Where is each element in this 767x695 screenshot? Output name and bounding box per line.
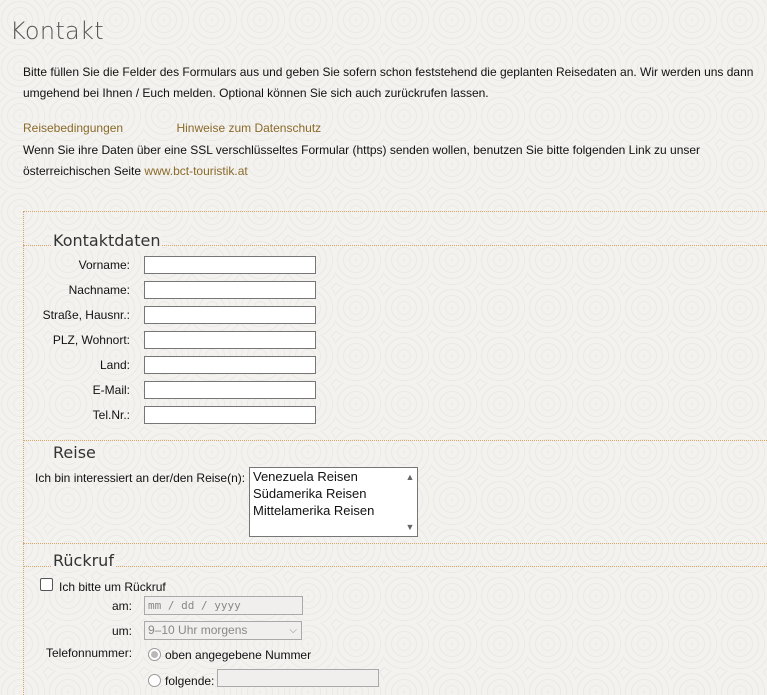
- travel-option[interactable]: Venezuela Reisen: [253, 469, 358, 484]
- form-top-border: [23, 211, 767, 212]
- radio-following-number[interactable]: [148, 674, 161, 687]
- street-label: Straße, Hausnr.:: [42, 308, 130, 322]
- radio-given-label: oben angegebene Nummer: [165, 648, 312, 662]
- nachname-label: Nachname:: [68, 283, 130, 297]
- tel-input[interactable]: [144, 406, 316, 424]
- time-label: um:: [112, 624, 133, 638]
- ssl-link[interactable]: www.bct-touristik.at: [144, 164, 248, 178]
- email-label: E-Mail:: [92, 383, 130, 397]
- country-input[interactable]: [144, 356, 316, 374]
- email-input[interactable]: [144, 381, 316, 399]
- time-select[interactable]: [144, 621, 302, 640]
- travel-fieldset-top: [23, 440, 767, 441]
- intro-text: Bitte füllen Sie die Felder des Formulars aus und geben Sie sofern schon feststehend die geplanten Reisedaten an. Wir werden uns dann umgehend bei Ihnen / Euch melden. Optional können Sie sich auch zurückrufen lassen.: [23, 65, 754, 100]
- vorname-input[interactable]: [144, 256, 316, 274]
- plz-label: PLZ, Wohnort:: [52, 333, 130, 347]
- street-input[interactable]: [144, 306, 316, 324]
- travel-terms-link[interactable]: Reisebedingungen: [23, 121, 124, 135]
- scroll-up-icon[interactable]: ▲: [405, 472, 415, 482]
- travel-option[interactable]: Südamerika Reisen: [253, 486, 367, 501]
- travel-legend: Reise: [53, 443, 96, 462]
- date-label: am:: [112, 599, 133, 613]
- time-select-value: 9–10 Uhr morgens: [148, 623, 248, 637]
- callback-legend: Rückruf: [53, 551, 114, 570]
- phone-label: Telefonnummer:: [46, 646, 133, 660]
- chevron-down-icon: ⌵: [289, 625, 297, 636]
- page-title: Kontakt: [10, 17, 104, 45]
- callback-checkbox[interactable]: [40, 578, 53, 591]
- date-input[interactable]: mm / dd / yyyy: [144, 596, 303, 615]
- callback-fieldset-border: [23, 566, 767, 567]
- travel-fieldset-bottom: [23, 543, 767, 544]
- vorname-label: Vorname:: [78, 258, 130, 272]
- plz-input[interactable]: [144, 331, 316, 349]
- radio-given-number[interactable]: [148, 648, 161, 661]
- country-label: Land:: [99, 358, 130, 372]
- tel-label: Tel.Nr.:: [92, 408, 130, 422]
- info-links: [23, 121, 321, 135]
- travel-listbox[interactable]: [249, 467, 418, 537]
- following-number-input[interactable]: [217, 669, 379, 687]
- scroll-down-icon[interactable]: ▼: [405, 522, 415, 532]
- ssl-info: [23, 140, 758, 182]
- contact-legend: Kontaktdaten: [53, 231, 161, 250]
- ssl-text: Wenn Sie ihre Daten über eine SSL verschlüsseltes Formular (https) senden wollen, benutzen Sie bitte folgenden Link zu unser österreichischen Seite: [23, 143, 701, 178]
- nachname-input[interactable]: [144, 281, 316, 299]
- privacy-link[interactable]: Hinweise zum Datenschutz: [176, 121, 322, 135]
- radio-following-label: folgende:: [165, 674, 215, 688]
- travel-label: Ich bin interessiert an der/den Reise(n):: [35, 471, 246, 485]
- callback-checkbox-label: Ich bitte um Rückruf: [59, 580, 166, 594]
- travel-option[interactable]: Mittelamerika Reisen: [253, 503, 375, 518]
